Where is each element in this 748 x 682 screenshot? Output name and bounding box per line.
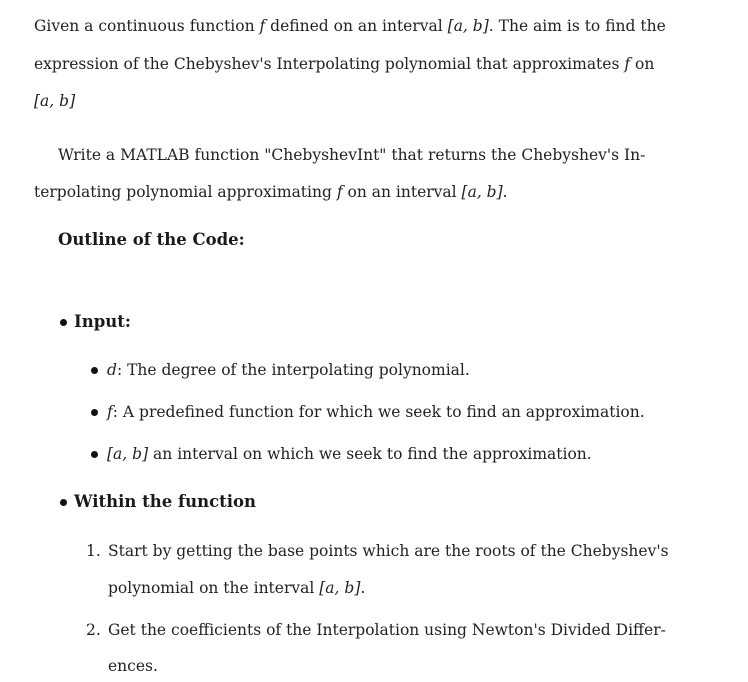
input-item-text: : A predefined function for which we seek to find an approximation. bbox=[112, 403, 645, 421]
intro-text: expression of the Chebyshev's Interpolating polynomial that approximates bbox=[34, 55, 625, 73]
outline-heading: Outline of the Code: bbox=[58, 230, 245, 249]
task-text: terpolating polynomial approximating bbox=[34, 183, 337, 201]
step-text: polynomial on the interval bbox=[108, 579, 320, 597]
math-interval: [a, b] bbox=[34, 92, 76, 110]
math-f: f bbox=[259, 17, 266, 35]
intro-line-2 bbox=[34, 54, 654, 74]
math-interval: [a, b] bbox=[107, 445, 149, 463]
math-interval: [a, b] bbox=[447, 17, 489, 35]
bullet-icon bbox=[91, 367, 98, 374]
task-text: . bbox=[502, 183, 508, 201]
step-2-line-2 bbox=[108, 656, 158, 676]
math-f: f bbox=[624, 55, 631, 73]
step-2-line-1 bbox=[108, 620, 666, 640]
intro-text: . The aim is to find the bbox=[488, 17, 666, 35]
input-heading: Input: bbox=[74, 312, 131, 331]
task-line-1 bbox=[58, 145, 645, 165]
step-text: . bbox=[360, 579, 366, 597]
bullet-icon bbox=[60, 319, 67, 326]
step-text: ences. bbox=[108, 657, 158, 675]
intro-text: on bbox=[630, 55, 655, 73]
intro-text: defined on an interval bbox=[265, 17, 448, 35]
input-item-degree bbox=[107, 360, 470, 380]
task-text: on an interval bbox=[342, 183, 462, 201]
input-item-interval bbox=[107, 444, 592, 464]
intro-text: Given a continuous function bbox=[34, 17, 260, 35]
bullet-icon bbox=[60, 499, 67, 506]
step-1-line-2 bbox=[108, 578, 365, 598]
input-item-text: an interval on which we seek to find the approximation. bbox=[148, 445, 592, 463]
math-interval: [a, b] bbox=[319, 579, 361, 597]
step-text: Start by getting the base points which are the roots of the Chebyshev's bbox=[108, 542, 669, 560]
input-item-function bbox=[107, 402, 645, 422]
math-d: d bbox=[107, 361, 117, 379]
intro-line-3 bbox=[34, 91, 75, 111]
step-number: 2. bbox=[86, 621, 101, 639]
step-number: 1. bbox=[86, 542, 101, 560]
bullet-icon bbox=[91, 409, 98, 416]
task-line-2 bbox=[34, 182, 508, 202]
math-f: f bbox=[336, 183, 343, 201]
intro-line-1 bbox=[34, 16, 666, 36]
step-1-line-1 bbox=[108, 541, 669, 561]
within-heading: Within the function bbox=[74, 492, 257, 511]
bullet-icon bbox=[91, 451, 98, 458]
math-f: f bbox=[107, 403, 113, 421]
step-text: Get the coefficients of the Interpolation using Newton's Divided Differ- bbox=[108, 621, 666, 639]
input-item-text: : The degree of the interpolating polynomial. bbox=[116, 361, 470, 379]
math-interval: [a, b] bbox=[461, 183, 503, 201]
task-text: Write a MATLAB function "ChebyshevInt" that returns the Chebyshev's In- bbox=[58, 146, 646, 164]
